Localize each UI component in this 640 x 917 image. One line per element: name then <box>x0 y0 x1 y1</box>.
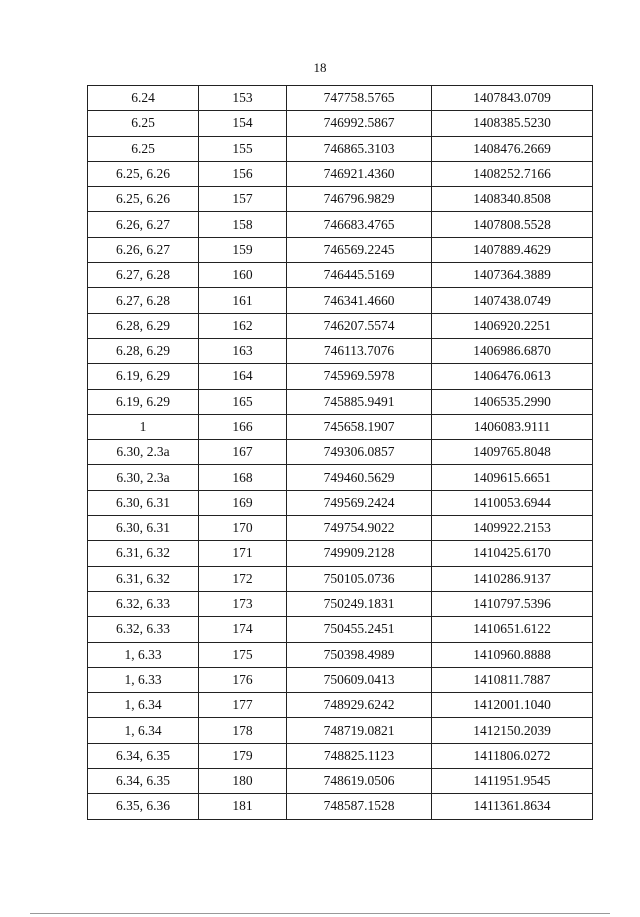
point-number-cell: 159 <box>199 237 287 262</box>
x-coordinate-cell: 748719.0821 <box>287 718 432 743</box>
y-coordinate-cell: 1410960.8888 <box>432 642 593 667</box>
y-coordinate-cell: 1406986.6870 <box>432 338 593 363</box>
table-row <box>88 642 593 667</box>
y-coordinate-cell: 1410053.6944 <box>432 490 593 515</box>
x-coordinate-cell: 745885.9491 <box>287 389 432 414</box>
point-number-cell: 181 <box>199 794 287 819</box>
y-coordinate-cell: 1406920.2251 <box>432 313 593 338</box>
y-coordinate-cell: 1410797.5396 <box>432 591 593 616</box>
y-coordinate-cell: 1408340.8508 <box>432 187 593 212</box>
table-row <box>88 693 593 718</box>
point-number-cell: 175 <box>199 642 287 667</box>
point-number-cell: 170 <box>199 516 287 541</box>
point-number-cell: 177 <box>199 693 287 718</box>
table-row <box>88 743 593 768</box>
table-row <box>88 440 593 465</box>
contour-cell: 6.25 <box>88 111 199 136</box>
point-number-cell: 158 <box>199 212 287 237</box>
point-number-cell: 172 <box>199 566 287 591</box>
x-coordinate-cell: 746992.5867 <box>287 111 432 136</box>
contour-cell: 1, 6.33 <box>88 667 199 692</box>
table-row <box>88 212 593 237</box>
y-coordinate-cell: 1408252.7166 <box>432 161 593 186</box>
y-coordinate-cell: 1411361.8634 <box>432 794 593 819</box>
contour-cell: 6.28, 6.29 <box>88 313 199 338</box>
contour-cell: 6.30, 6.31 <box>88 516 199 541</box>
x-coordinate-cell: 750455.2451 <box>287 617 432 642</box>
contour-cell: 6.27, 6.28 <box>88 288 199 313</box>
x-coordinate-cell: 746683.4765 <box>287 212 432 237</box>
point-number-cell: 180 <box>199 769 287 794</box>
point-number-cell: 171 <box>199 541 287 566</box>
x-coordinate-cell: 750105.0736 <box>287 566 432 591</box>
contour-cell: 6.31, 6.32 <box>88 541 199 566</box>
contour-cell: 6.34, 6.35 <box>88 743 199 768</box>
x-coordinate-cell: 749569.2424 <box>287 490 432 515</box>
point-number-cell: 167 <box>199 440 287 465</box>
x-coordinate-cell: 746569.2245 <box>287 237 432 262</box>
contour-cell: 6.32, 6.33 <box>88 591 199 616</box>
contour-cell: 6.25, 6.26 <box>88 187 199 212</box>
contour-cell: 6.32, 6.33 <box>88 617 199 642</box>
y-coordinate-cell: 1407364.3889 <box>432 263 593 288</box>
table-row <box>88 516 593 541</box>
point-number-cell: 164 <box>199 364 287 389</box>
y-coordinate-cell: 1407843.0709 <box>432 86 593 111</box>
table-row <box>88 566 593 591</box>
table-row <box>88 263 593 288</box>
x-coordinate-cell: 747758.5765 <box>287 86 432 111</box>
point-number-cell: 153 <box>199 86 287 111</box>
y-coordinate-cell: 1411806.0272 <box>432 743 593 768</box>
point-number-cell: 160 <box>199 263 287 288</box>
contour-cell: 1, 6.34 <box>88 693 199 718</box>
coordinates-table <box>87 85 593 820</box>
y-coordinate-cell: 1406535.2990 <box>432 389 593 414</box>
table-row <box>88 667 593 692</box>
contour-cell: 6.19, 6.29 <box>88 389 199 414</box>
contour-cell: 6.35, 6.36 <box>88 794 199 819</box>
table-row <box>88 338 593 363</box>
point-number-cell: 154 <box>199 111 287 136</box>
y-coordinate-cell: 1408385.5230 <box>432 111 593 136</box>
table-row <box>88 794 593 819</box>
x-coordinate-cell: 745969.5978 <box>287 364 432 389</box>
y-coordinate-cell: 1410811.7887 <box>432 667 593 692</box>
x-coordinate-cell: 745658.1907 <box>287 414 432 439</box>
contour-cell: 6.30, 2.3a <box>88 465 199 490</box>
point-number-cell: 169 <box>199 490 287 515</box>
y-coordinate-cell: 1410425.6170 <box>432 541 593 566</box>
x-coordinate-cell: 749909.2128 <box>287 541 432 566</box>
contour-cell: 6.26, 6.27 <box>88 212 199 237</box>
point-number-cell: 156 <box>199 161 287 186</box>
y-coordinate-cell: 1411951.9545 <box>432 769 593 794</box>
point-number-cell: 174 <box>199 617 287 642</box>
point-number-cell: 163 <box>199 338 287 363</box>
point-number-cell: 178 <box>199 718 287 743</box>
contour-cell: 6.34, 6.35 <box>88 769 199 794</box>
x-coordinate-cell: 746865.3103 <box>287 136 432 161</box>
point-number-cell: 162 <box>199 313 287 338</box>
contour-cell: 6.25, 6.26 <box>88 161 199 186</box>
table-row <box>88 364 593 389</box>
table-row <box>88 617 593 642</box>
y-coordinate-cell: 1406083.9111 <box>432 414 593 439</box>
contour-cell: 6.19, 6.29 <box>88 364 199 389</box>
point-number-cell: 168 <box>199 465 287 490</box>
table-row <box>88 161 593 186</box>
point-number-cell: 173 <box>199 591 287 616</box>
y-coordinate-cell: 1407889.4629 <box>432 237 593 262</box>
contour-cell: 1 <box>88 414 199 439</box>
contour-cell: 6.30, 2.3a <box>88 440 199 465</box>
page-number: 18 <box>313 60 327 75</box>
x-coordinate-cell: 748825.1123 <box>287 743 432 768</box>
x-coordinate-cell: 748587.1528 <box>287 794 432 819</box>
table-row <box>88 465 593 490</box>
x-coordinate-cell: 746921.4360 <box>287 161 432 186</box>
contour-cell: 6.26, 6.27 <box>88 237 199 262</box>
table-row <box>88 490 593 515</box>
y-coordinate-cell: 1408476.2669 <box>432 136 593 161</box>
table-row <box>88 136 593 161</box>
x-coordinate-cell: 749306.0857 <box>287 440 432 465</box>
y-coordinate-cell: 1407438.0749 <box>432 288 593 313</box>
contour-cell: 6.27, 6.28 <box>88 263 199 288</box>
point-number-cell: 176 <box>199 667 287 692</box>
x-coordinate-cell: 746445.5169 <box>287 263 432 288</box>
table-row <box>88 237 593 262</box>
table-row <box>88 389 593 414</box>
y-coordinate-cell: 1409765.8048 <box>432 440 593 465</box>
x-coordinate-cell: 748929.6242 <box>287 693 432 718</box>
page-edge-line <box>30 913 610 914</box>
y-coordinate-cell: 1406476.0613 <box>432 364 593 389</box>
table-row <box>88 414 593 439</box>
x-coordinate-cell: 750249.1831 <box>287 591 432 616</box>
x-coordinate-cell: 746113.7076 <box>287 338 432 363</box>
y-coordinate-cell: 1412150.2039 <box>432 718 593 743</box>
y-coordinate-cell: 1410286.9137 <box>432 566 593 591</box>
x-coordinate-cell: 746341.4660 <box>287 288 432 313</box>
y-coordinate-cell: 1410651.6122 <box>432 617 593 642</box>
x-coordinate-cell: 746207.5574 <box>287 313 432 338</box>
table-row <box>88 111 593 136</box>
contour-cell: 6.31, 6.32 <box>88 566 199 591</box>
contour-cell: 6.24 <box>88 86 199 111</box>
contour-cell: 1, 6.34 <box>88 718 199 743</box>
table-row <box>88 187 593 212</box>
table-row <box>88 718 593 743</box>
point-number-cell: 161 <box>199 288 287 313</box>
point-number-cell: 157 <box>199 187 287 212</box>
x-coordinate-cell: 746796.9829 <box>287 187 432 212</box>
contour-cell: 6.28, 6.29 <box>88 338 199 363</box>
point-number-cell: 165 <box>199 389 287 414</box>
x-coordinate-cell: 749754.9022 <box>287 516 432 541</box>
y-coordinate-cell: 1407808.5528 <box>432 212 593 237</box>
x-coordinate-cell: 750398.4989 <box>287 642 432 667</box>
table-row <box>88 313 593 338</box>
contour-cell: 6.25 <box>88 136 199 161</box>
x-coordinate-cell: 748619.0506 <box>287 769 432 794</box>
table-body <box>88 86 593 820</box>
contour-cell: 1, 6.33 <box>88 642 199 667</box>
x-coordinate-cell: 749460.5629 <box>287 465 432 490</box>
y-coordinate-cell: 1412001.1040 <box>432 693 593 718</box>
table-row <box>88 591 593 616</box>
point-number-cell: 166 <box>199 414 287 439</box>
table-row <box>88 86 593 111</box>
point-number-cell: 155 <box>199 136 287 161</box>
contour-cell: 6.30, 6.31 <box>88 490 199 515</box>
table-row <box>88 288 593 313</box>
x-coordinate-cell: 750609.0413 <box>287 667 432 692</box>
point-number-cell: 179 <box>199 743 287 768</box>
table-row <box>88 541 593 566</box>
table-row <box>88 769 593 794</box>
y-coordinate-cell: 1409922.2153 <box>432 516 593 541</box>
y-coordinate-cell: 1409615.6651 <box>432 465 593 490</box>
